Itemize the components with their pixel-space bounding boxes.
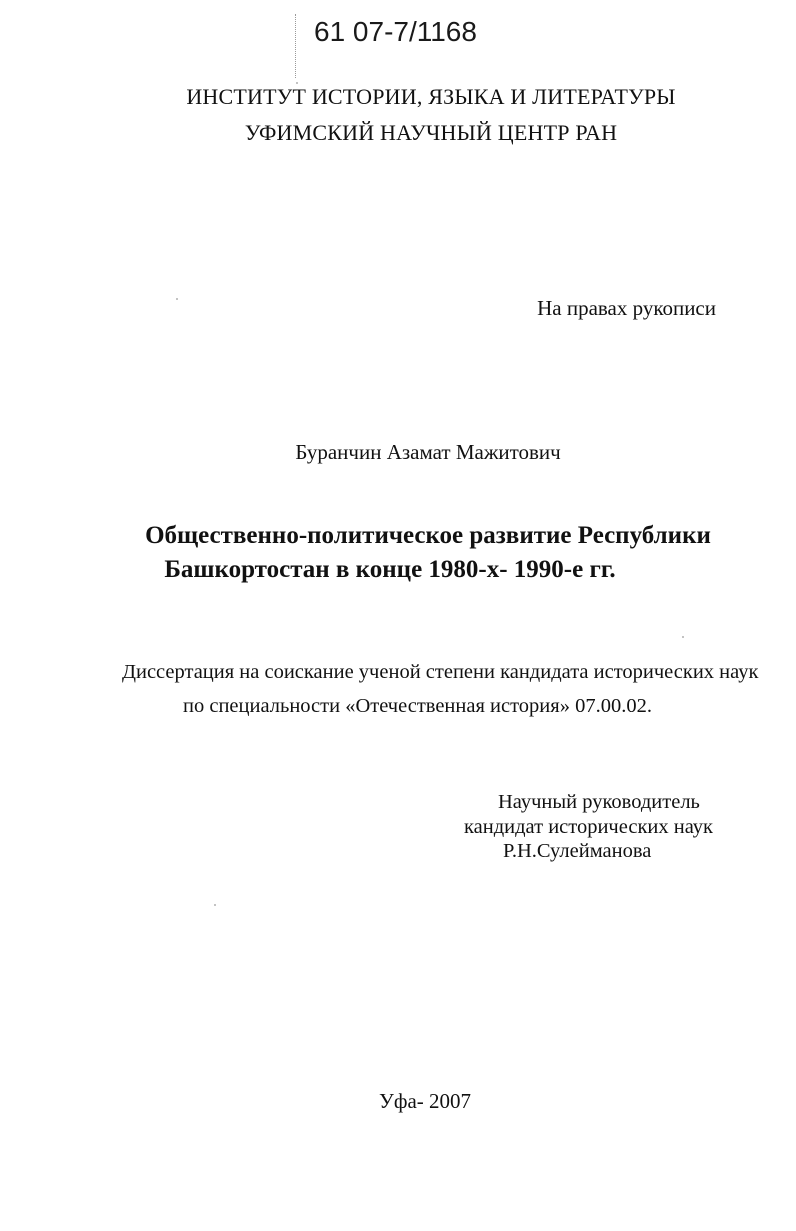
institution-name: ИНСТИТУТ ИСТОРИИ, ЯЗЫКА И ЛИТЕРАТУРЫ [186,84,676,109]
thesis-title-line-1: Общественно-политическое развитие Республики [145,522,711,549]
dissertation-specialty-line: по специальности «Отечественная история» 07.00.02. [183,695,652,717]
thesis-title-line-2: Башкортостан в конце 1980-х- 1990-е гг. [164,556,616,583]
supervisor-name: Р.Н.Сулейманова [503,840,652,862]
city-year: Уфа- 2007 [378,1089,472,1113]
supervisor-heading: Научный руководитель [498,791,700,813]
supervisor-degree: кандидат исторических наук [464,816,713,838]
archive-stamp-number: 61 07-7/1168 [314,16,477,47]
institution-center: УФИМСКИЙ НАУЧНЫЙ ЦЕНТР РАН [244,120,618,145]
scan-speck [682,636,684,638]
scan-speck [214,904,216,906]
dissertation-degree-line: Диссертация на соискание ученой степени кандидата исторических наук [122,661,759,683]
scan-margin-line [295,14,296,78]
author-name: Буранчин Азамат Мажитович [295,440,561,464]
manuscript-rights-note: На правах рукописи [537,296,716,320]
scan-speck [176,298,178,300]
